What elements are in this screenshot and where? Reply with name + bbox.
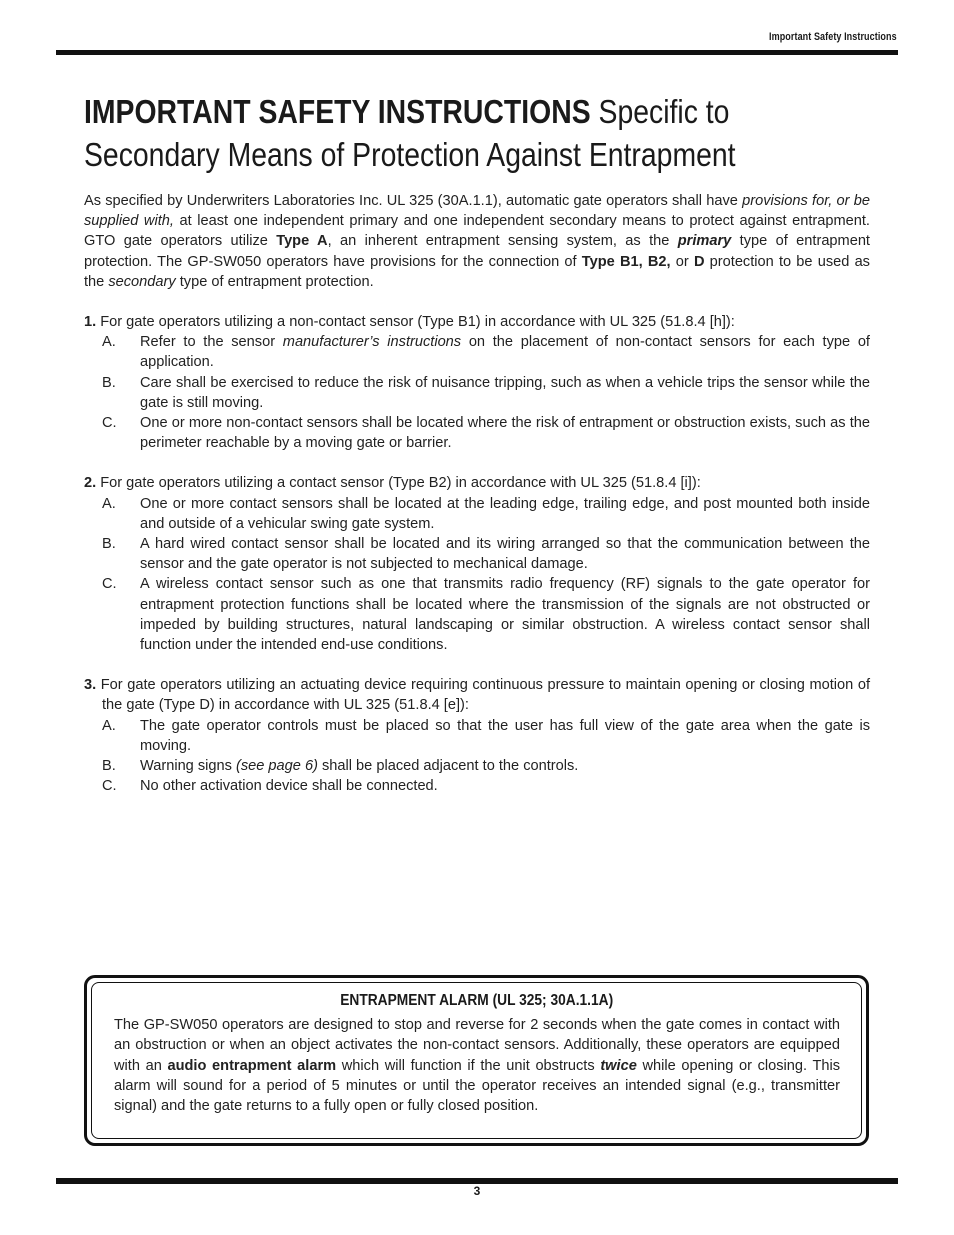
- list-text: Warning signs: [140, 758, 236, 775]
- list-letter: C.: [102, 415, 117, 432]
- intro-text: type of entrapment protection.: [175, 273, 374, 290]
- alarm-body: [114, 1015, 840, 1116]
- list-item: [84, 574, 870, 655]
- alarm-bold: audio entrapment alarm: [167, 1057, 337, 1074]
- intro-italic: provisions for, or be supplied with,: [84, 193, 870, 230]
- section-text: For gate operators utilizing a contact sensor (Type B2) in accordance with UL 325 (51.8.4 [i]):: [96, 475, 701, 492]
- list-item: [84, 332, 870, 372]
- list-text: on the placement of non-contact sensors for each type of application.: [140, 334, 870, 371]
- alarm-title-text: ENTRAPMENT ALARM (UL 325; 30A.1.1A): [340, 992, 613, 1009]
- list-text: A hard wired contact sensor shall be located and its wiring arranged so that the communication between the sensor and the gate operator is not subjected to mechanical damage.: [140, 536, 870, 573]
- list-text: One or more non-contact sensors shall be located where the risk of entrapment or obstruction exists, such as the perimeter reachable by a moving gate or barrier.: [140, 415, 870, 452]
- title-rest: Specific to Secondary Means of Protection Against Entrapment: [84, 93, 736, 173]
- list-italic: (see page 6): [235, 758, 318, 775]
- list-item: [84, 413, 870, 453]
- list-letter: B.: [102, 758, 116, 775]
- intro-text: As specified by Underwriters Laboratories Inc. UL 325 (30A.1.1), automatic gate operators shall have: [84, 193, 743, 209]
- page-title: [84, 90, 858, 176]
- list-letter: C.: [102, 778, 117, 795]
- list-text: One or more contact sensors shall be located at the leading edge, trailing edge, and post mounted both inside and outside of a vehicular swing gate system.: [140, 495, 870, 532]
- list-text: shall be placed adjacent to the controls.: [317, 758, 579, 775]
- title-bold: IMPORTANT SAFETY INSTRUCTIONS: [84, 93, 591, 130]
- intro-bold: Type B1, B2,: [581, 253, 671, 270]
- intro-text: , an inherent entrapment sensing system, as the: [327, 233, 678, 250]
- intro-bold: D: [693, 253, 705, 270]
- section-number: 3.: [84, 677, 97, 694]
- list-letter: B.: [102, 374, 116, 391]
- alarm-text: The GP-SW050 operators are designed to stop and reverse for 2 seconds when the gate comes in contact with an obstruction or when an object activates the non-contact sensors. Additionally, these operators are equipped with an: [114, 1017, 840, 1074]
- alarm-title: [87, 992, 866, 1010]
- list-letter: C.: [102, 576, 117, 593]
- section-2-heading: [84, 473, 870, 493]
- section-number: 1.: [84, 314, 97, 331]
- section-1-heading: [84, 312, 870, 332]
- list-text: Refer to the sensor: [140, 334, 283, 351]
- main-content: [84, 191, 870, 816]
- list-item: [84, 756, 870, 776]
- section-number: 2.: [84, 475, 97, 492]
- list-letter: A.: [102, 717, 116, 734]
- intro-text: or: [670, 253, 694, 270]
- list-item: [84, 534, 870, 574]
- intro-bold: Type A: [276, 233, 328, 250]
- alarm-text: which will function if the unit obstructs: [336, 1057, 601, 1074]
- intro-paragraph: [84, 191, 870, 292]
- section-1-list: [84, 332, 870, 453]
- list-letter: A.: [102, 334, 116, 351]
- section-3-heading: [84, 675, 870, 715]
- list-item: [84, 716, 870, 756]
- list-item: [84, 373, 870, 413]
- intro-text: protection to be used as the: [84, 253, 870, 290]
- list-item: [84, 494, 870, 534]
- list-italic: manufacturer’s instructions: [282, 334, 462, 351]
- list-item: [84, 776, 870, 796]
- entrapment-alarm-box: [84, 975, 869, 1146]
- section-2-list: [84, 494, 870, 656]
- list-text: Care shall be exercised to reduce the risk of nuisance tripping, such as when a vehicle trips the sensor while the gate is still moving.: [140, 374, 870, 411]
- top-rule: [56, 50, 898, 55]
- list-text: A wireless contact sensor such as one that transmits radio frequency (RF) signals to the gate operator for entrapment protection functions shall be located where the transmission of the signals are not obstructed or impeded by building structures, natural landscaping or similar obstruction. A wireless contact sensor shall function under the intended end-use conditions.: [140, 576, 870, 654]
- list-text: The gate operator controls must be placed so that the user has full view of the gate area when the gate is moving.: [140, 717, 870, 754]
- section-3-list: [84, 716, 870, 797]
- section-text: For gate operators utilizing a non-contact sensor (Type B1) in accordance with UL 325 (51.8.4 [h]):: [96, 314, 735, 331]
- list-text: No other activation device shall be connected.: [140, 778, 438, 795]
- running-head: Important Safety Instructions: [769, 31, 897, 43]
- list-letter: B.: [102, 536, 116, 553]
- section-text: For gate operators utilizing an actuating device requiring continuous pressure to maintain opening or closing motion of the gate (Type D) in accordance with UL 325 (51.8.4 [e]):: [96, 677, 870, 714]
- list-letter: A.: [102, 495, 116, 512]
- alarm-text: while opening or closing. This alarm will sound for a period of 5 minutes or until the operator receives an intended signal (e.g., transmitter signal) and the gate returns to a fully open or fully closed position.: [114, 1057, 841, 1115]
- page-number: 3: [473, 1184, 481, 1198]
- alarm-bold-italic: twice: [600, 1057, 637, 1074]
- intro-italic: secondary: [108, 273, 176, 290]
- intro-text: at least one independent primary and one independent secondary means to protect against entrapment. GTO gate operators utilize: [84, 213, 870, 250]
- intro-bold-italic: primary: [677, 233, 732, 250]
- intro-text: type of entrapment protection. The GP-SW050 operators have provisions for the connection of: [84, 233, 870, 270]
